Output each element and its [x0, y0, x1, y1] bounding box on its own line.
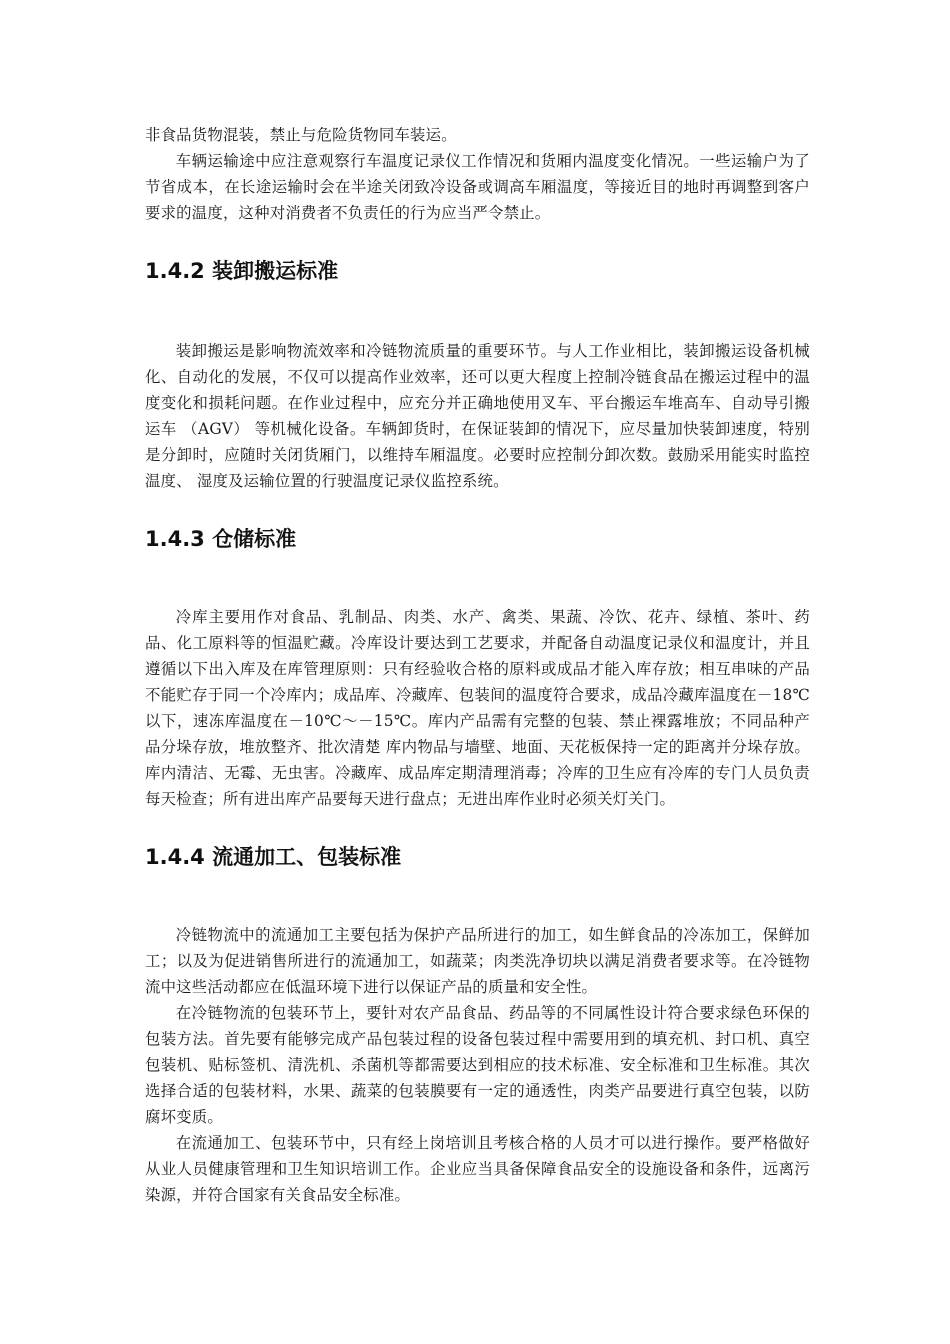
intro-paragraph-1: 非食品货物混装，禁止与危险货物同车装运。	[145, 126, 457, 144]
section-1-4-2-paragraph-1: 装卸搬运是影响物流效率和冷链物流质量的重要环节。与人工作业相比，装卸搬运设备机械化、自动化的发展，不仅可以提高作业效率，还可以更大程度上控制冷链食品在搬运过程中的温度变化和损耗问题。在作业过程中，应充分并正确地使用叉车、平台搬运车堆高车、自动导引搬运车 （AGV） 等机械化设备。车辆卸货时，在保证装卸的情况下，应尽量加快装卸速度，特别是分卸时，应随时关闭货厢门，以维持车厢温度。必要时应控制分卸次数。鼓励采用能实时监控温度、 湿度及运输位置的行驶温度记录仪监控系统。	[145, 342, 810, 490]
section-1-4-4-paragraph-3: 在流通加工、包装环节中，只有经上岗培训且考核合格的人员才可以进行操作。要严格做好从业人员健康管理和卫生知识培训工作。企业应当具备保障食品安全的设施设备和条件，远离污染源，并符合国家有关食品安全标准。	[145, 1134, 810, 1204]
section-1-4-4-paragraph-2: 在冷链物流的包装环节上，要针对农产品食品、药品等的不同属性设计符合要求绿色环保的包装方法。首先要有能够完成产品包装过程的设备包装过程中需要用到的填充机、封口机、真空包装机、贴标签机、清洗机、杀菌机等都需要达到相应的技术标准、安全标准和卫生标准。其次选择合适的包装材料，水果、蔬菜的包装膜要有一定的通透性，肉类产品要进行真空包装，以防腐坏变质。	[145, 1004, 810, 1126]
section-1-4-3-paragraph-1: 冷库主要用作对食品、乳制品、肉类、水产、禽类、果蔬、冷饮、花卉、绿植、茶叶、药品、化工原料等的恒温贮藏。冷库设计要达到工艺要求，并配备自动温度记录仪和温度计，并且遵循以下出入库及在库管理原则：只有经验收合格的原料或成品才能入库存放；相互串味的产品不能贮存于同一个冷库内；成品库、冷藏库、包装间的温度符合要求，成品冷藏库温度在－18℃以下，速冻库温度在－10℃～－15℃。库内产品需有完整的包装、禁止裸露堆放；不同品种产品分垛存放，堆放整齐、批次清楚 库内物品与墙壁、地面、天花板保持一定的距离并分垛存放。库内清洁、无霉、无虫害。冷藏库、成品库定期清理消毒；冷库的卫生应有冷库的专门人员负责每天检查；所有进出库产品要每天进行盘点；无进出库作业时必须关灯关门。	[145, 608, 810, 808]
intro-paragraph-2: 车辆运输途中应注意观察行车温度记录仪工作情况和货厢内温度变化情况。一些运输户为了节省成本，在长途运输时会在半途关闭致冷设备或调高车厢温度，等接近目的地时再调整到客户要求的温度，这种对消费者不负责任的行为应当严令禁止。	[145, 152, 810, 222]
section-heading-1-4-3: 1.4.3 仓储标准	[145, 527, 297, 551]
document-page	[145, 122, 810, 1208]
section-heading-1-4-4: 1.4.4 流通加工、包装标准	[145, 845, 402, 869]
section-1-4-4-paragraph-1: 冷链物流中的流通加工主要包括为保护产品所进行的加工，如生鲜食品的冷冻加工，保鲜加工；以及为促进销售所进行的流通加工，如蔬菜；肉类洗净切块以满足消费者要求等。在冷链物流中这些活动都应在低温环境下进行以保证产品的质量和安全性。	[145, 926, 810, 996]
section-heading-1-4-2: 1.4.2 装卸搬运标准	[145, 259, 339, 283]
